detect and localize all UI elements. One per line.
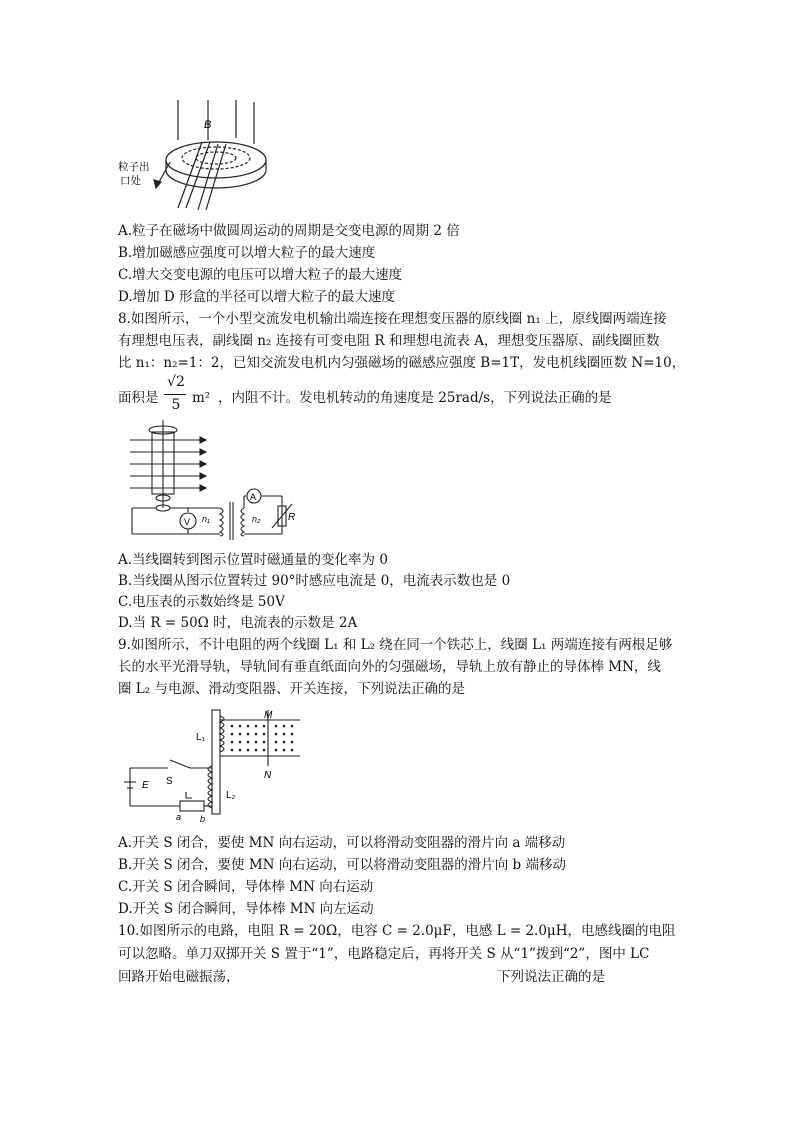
- q7-option-d: D.增加 D 形盒的半径可以增大粒子的最大速度: [118, 289, 396, 305]
- cyclotron-figure: [118, 98, 278, 216]
- secondary-coil-label: n₂: [252, 514, 261, 524]
- q9-option-a: A.开关 S 闭合，要使 MN 向右运动，可以将滑动变阻器的滑片向 a 端移动: [118, 835, 566, 851]
- source-label: E: [142, 780, 149, 791]
- q10-stem-line3-left: 回路开始电磁振荡，: [118, 969, 240, 985]
- q7-option-b: B.增加磁感应强度可以增大粒子的最大速度: [118, 245, 376, 261]
- q9-option-d: D.开关 S 闭合瞬间，导体棒 MN 向左运动: [118, 901, 374, 917]
- area-unit: m²: [192, 390, 211, 406]
- q8-stem-line1: 8.如图所示，一个小型交流发电机输出端连接在理想变压器的原线圈 n₁ 上，原线圈两端连接: [118, 311, 667, 327]
- q9-stem-line3: 圈 L₂ 与电源、滑动变阻器、开关连接，下列说法正确的是: [118, 681, 465, 697]
- q9-stem-line1: 9.如图所示，不计电阻的两个线圈 L₁ 和 L₂ 绕在同一个铁芯上，线圈 L₁ 两端连接有两根足够: [118, 637, 673, 653]
- q8-option-d: D.当 R = 50Ω 时，电流表的示数是 2A: [118, 615, 358, 631]
- coil-l2-label: L₂: [226, 790, 236, 801]
- fraction-bar: [164, 394, 186, 395]
- rod-end-n-label: N: [264, 770, 272, 781]
- q7-option-a: A.粒子在磁场中做圆周运动的周期是交变电源的周期 2 倍: [118, 223, 460, 239]
- q9-option-b: B.开关 S 闭合，要使 MN 向右运动，可以将滑动变阻器的滑片向 b 端移动: [118, 857, 566, 873]
- primary-coil-label: n₁: [202, 514, 210, 524]
- q10-stem-line1: 10.如图所示的电路，电阻 R = 20Ω，电容 C = 2.0μF，电感 L = 2.0μH，电感线圈的电阻: [118, 923, 676, 939]
- rheostat-end-a-label: a: [176, 812, 182, 822]
- q8-stem-line4-suffix: ，内阻不计。发电机转动的角速度是 25rad/s，下列说法正确的是: [218, 390, 612, 406]
- field-dots: [231, 725, 294, 752]
- q9-stem-line2: 长的水平光滑导轨，导轨间有垂直纸面向外的匀强磁场，导轨上放有静止的导体棒 MN，线: [118, 659, 661, 675]
- fraction-numerator: √2: [167, 374, 185, 390]
- switch-label: S: [166, 776, 173, 787]
- fraction-denominator: 5: [171, 397, 181, 413]
- generator-transformer-figure: [120, 418, 300, 544]
- field-b-label: B: [204, 119, 212, 131]
- q10-stem-line3-right: 下列说法正确的是: [497, 969, 605, 985]
- resistor-label: R: [288, 512, 296, 523]
- q7-option-c: C.增大交变电源的电压可以增大粒子的最大速度: [118, 267, 403, 283]
- coupled-coils-figure: [120, 706, 320, 828]
- q8-option-c: C.电压表的示数始终是 50V: [118, 594, 285, 610]
- voltmeter-label: V: [184, 517, 191, 527]
- q8-stem-line2: 有理想电压表，副线圈 n₂ 连接有可变电阻 R 和理想电流表 A，理想变压器原、副线圈匝数: [118, 333, 660, 349]
- rheostat-end-b-label: b: [200, 814, 206, 824]
- coil-l1-label: L₁: [196, 732, 205, 743]
- q8-stem-line3: 比 n₁：n₂=1：2，已知交流发电机内匀强磁场的磁感应强度 B=1T，发电机线圈匝数 N=10，: [118, 355, 686, 371]
- q8-stem-line4-prefix: 面积是: [118, 390, 159, 406]
- rod-end-m-label: M: [264, 710, 273, 721]
- q9-option-c: C.开关 S 闭合瞬间，导体棒 MN 向右运动: [118, 879, 374, 895]
- exit-label-2: 口处: [120, 175, 141, 187]
- q10-stem-line2: 可以忽略。单刀双掷开关 S 置于“1”，电路稳定后，再将开关 S 从“1”拨到“2”，图中 LC: [118, 946, 650, 962]
- q8-option-a: A.当线圈转到图示位置时磁通量的变化率为 0: [118, 552, 388, 568]
- ammeter-label: A: [250, 492, 257, 502]
- exit-label-1: 粒子出: [118, 161, 150, 173]
- q8-option-b: B.当线圈从图示位置转过 90°时感应电流是 0，电流表示数也是 0: [118, 573, 511, 589]
